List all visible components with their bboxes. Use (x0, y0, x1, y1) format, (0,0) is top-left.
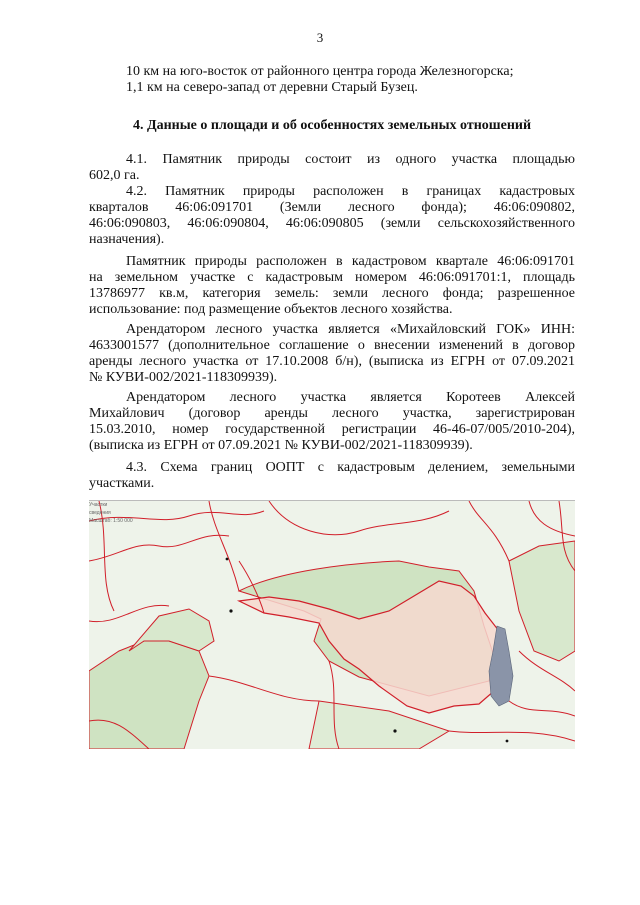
text-line: Михайлович (договор аренды лесного участка, зарегистрирован (89, 406, 575, 421)
map-controls (89, 501, 189, 525)
text-line: Арендатором лесного участка является Коротеев Алексей (126, 390, 575, 405)
text-line: участками. (89, 476, 155, 491)
map-layer-label: Участки (89, 502, 108, 508)
text-line: 15.03.2010, номер государственной регистрации 46-46-07/005/2010-204), (89, 422, 575, 437)
map-marker (506, 740, 509, 743)
map-marker (229, 609, 232, 612)
location-line: 10 км на юго-восток от районного центра города Железногорска; (126, 64, 514, 79)
text-line: 46:06:090803, 46:06:090804, 46:06:090805 (земли сельскохозяйственного (89, 216, 575, 231)
text-line: назначения). (89, 232, 165, 247)
paragraph-tenant-1 (89, 322, 575, 386)
paragraph-4-2 (89, 184, 575, 248)
page-number: 3 (316, 30, 324, 45)
text-line: кварталов 46:06:091701 (Земли лесного фонда); 46:06:090802, (89, 200, 575, 215)
text-line: 13786977 кв.м, категория земель: земли лесного фонда; разрешенное (89, 286, 575, 301)
paragraph-4-3 (89, 460, 575, 492)
text-line: Памятник природы расположен в кадастровом квартале 46:06:091701 (126, 254, 575, 269)
text-line: использование: под размещение объектов лесного хозяйства. (89, 302, 453, 317)
text-line: 4.1. Памятник природы состоит из одного участка площадью (126, 152, 575, 167)
paragraph-plot (89, 254, 575, 318)
paragraph-4-1 (89, 152, 575, 184)
text-line: № КУВИ-002/2021-118309939). (89, 370, 278, 385)
map-graphic (89, 501, 575, 749)
map-marker (393, 729, 396, 732)
text-line: Арендатором лесного участка является «Михайловский ГОК» ИНН: (126, 322, 575, 337)
text-line: 4.2. Памятник природы расположен в границах кадастровых (126, 184, 575, 199)
text-line: на земельном участке с кадастровым номером 46:06:091701:1, площадь (89, 270, 575, 285)
text-line: 4633001577 (дополнительное соглашение о внесении изменений в договор (89, 338, 575, 353)
cadastral-map (89, 500, 575, 749)
map-layer-label: сведения (89, 510, 111, 516)
location-block (89, 64, 575, 96)
section-heading: 4. Данные о площади и об особенностях земельных отношений (132, 118, 532, 133)
text-line: аренды лесного участка от 17.10.2008 б/н), (выписка из ЕГРН от 07.09.2021 (89, 354, 575, 369)
paragraph-tenant-2 (89, 390, 575, 454)
text-line: (выписка из ЕГРН от 07.09.2021 № КУВИ-002/2021-118309939). (89, 438, 473, 453)
map-scale-label: Масштаб: 1:50 000 (89, 518, 133, 524)
text-line: 602,0 га. (89, 168, 140, 183)
map-marker (226, 558, 229, 561)
text-line: 4.3. Схема границ ООПТ с кадастровым делением, земельными (126, 460, 575, 475)
location-line: 1,1 км на северо-запад от деревни Старый Бузец. (126, 80, 418, 95)
